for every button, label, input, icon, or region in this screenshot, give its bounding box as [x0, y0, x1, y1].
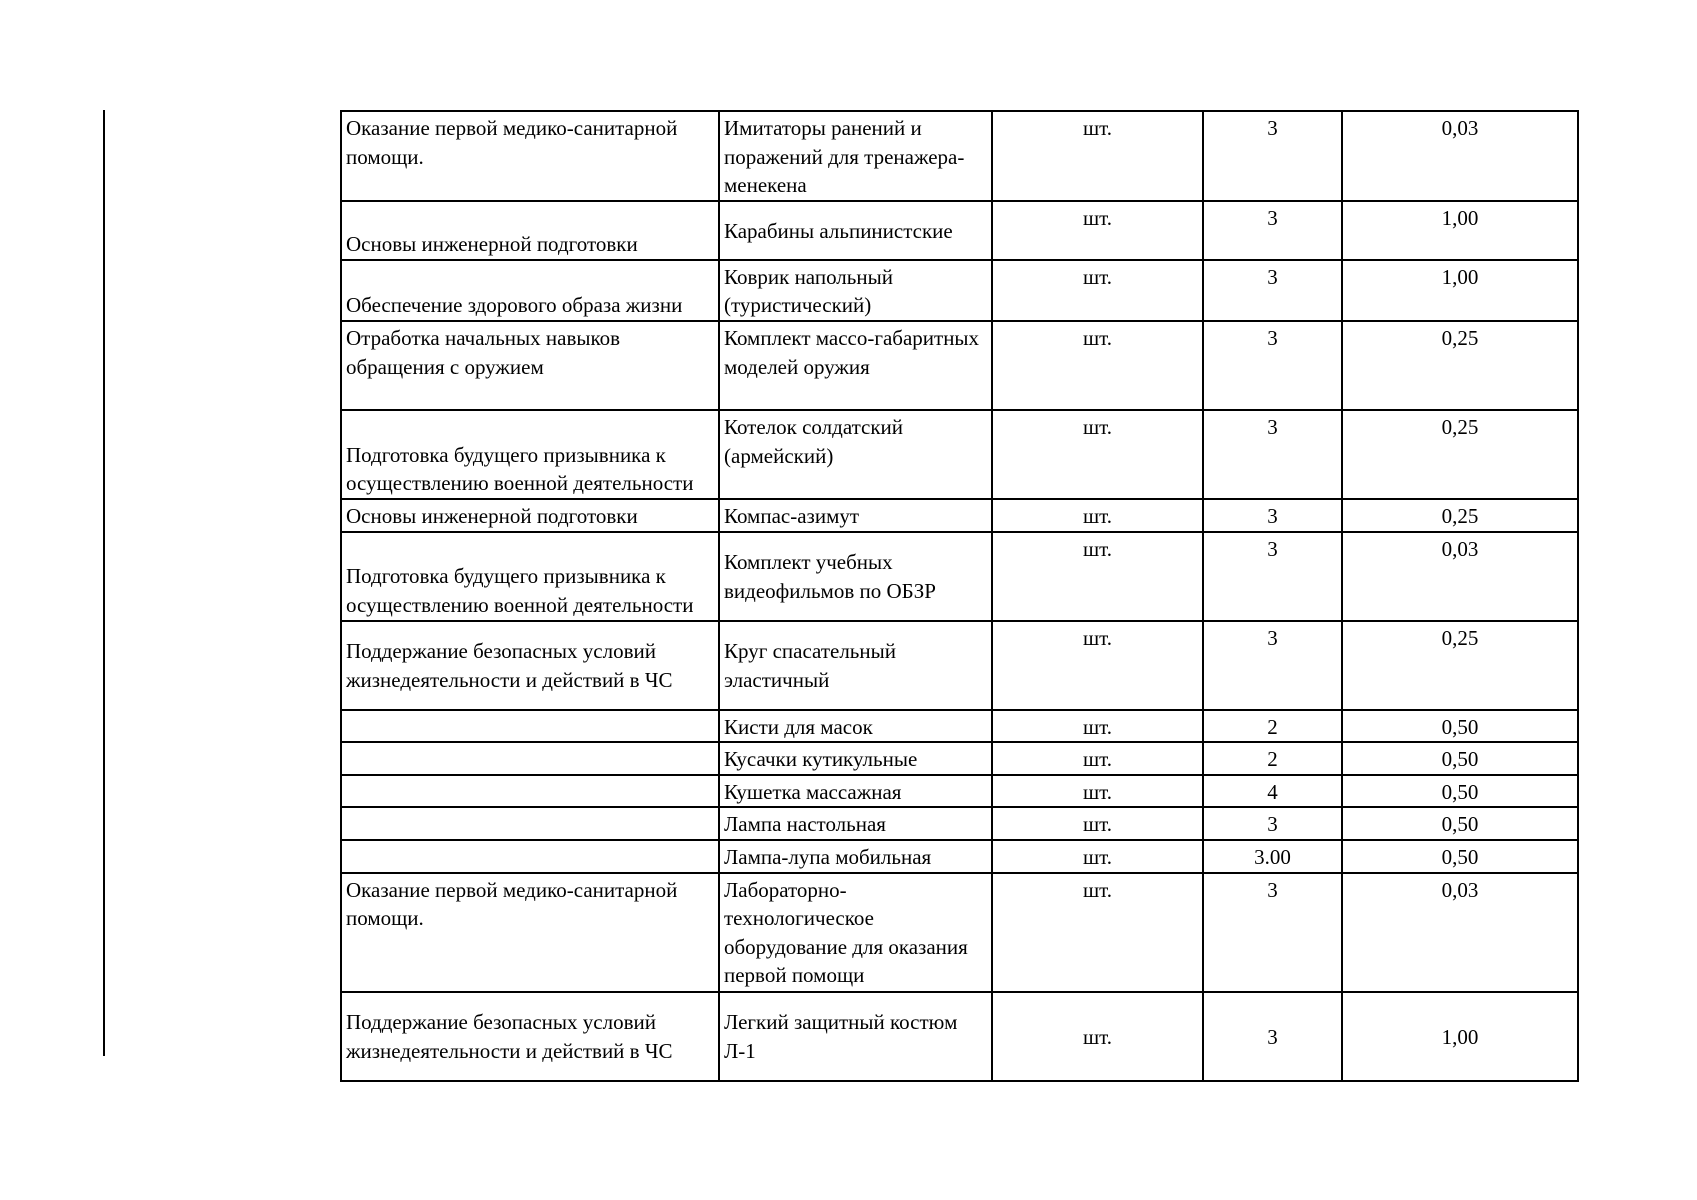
- coef-cell: 0,25: [1342, 410, 1578, 499]
- activity-cell: Основы инженерной подготовки: [341, 201, 719, 260]
- table-row: [341, 840, 1578, 873]
- item-cell: Комплект учебных видеофильмов по ОБЗР: [719, 532, 992, 621]
- qty-cell: 3: [1203, 873, 1342, 992]
- table-row: [341, 710, 1578, 743]
- qty-cell: 3: [1203, 201, 1342, 260]
- qty-cell: 3: [1203, 992, 1342, 1081]
- unit-cell: шт.: [992, 621, 1203, 710]
- table-row: [341, 321, 1578, 410]
- item-cell: Лабораторно-технологическое оборудование для оказания первой помощи: [719, 873, 992, 992]
- qty-cell: 3: [1203, 807, 1342, 840]
- activity-cell: Обеспечение здорового образа жизни: [341, 260, 719, 321]
- unit-cell: шт.: [992, 775, 1203, 808]
- qty-cell: 2: [1203, 710, 1342, 743]
- table-row: [341, 621, 1578, 710]
- unit-cell: шт.: [992, 840, 1203, 873]
- activity-cell: [341, 710, 719, 743]
- coef-cell: 0,50: [1342, 710, 1578, 743]
- table-row: [341, 873, 1578, 992]
- table-row: [341, 499, 1578, 532]
- coef-cell: 1,00: [1342, 201, 1578, 260]
- coef-cell: 0,50: [1342, 807, 1578, 840]
- unit-cell: шт.: [992, 499, 1203, 532]
- item-cell: Карабины альпинистские: [719, 201, 992, 260]
- item-cell: Коврик напольный (туристический): [719, 260, 992, 321]
- activity-cell: [341, 742, 719, 775]
- table-row: [341, 532, 1578, 621]
- activity-cell: [341, 840, 719, 873]
- coef-cell: 0,50: [1342, 742, 1578, 775]
- equipment-table: [340, 110, 1579, 1082]
- item-cell: Кисти для масок: [719, 710, 992, 743]
- qty-cell: 3: [1203, 532, 1342, 621]
- qty-cell: 2: [1203, 742, 1342, 775]
- unit-cell: шт.: [992, 807, 1203, 840]
- coef-cell: 0,50: [1342, 775, 1578, 808]
- activity-cell: Оказание первой медико-санитарной помощи.: [341, 111, 719, 201]
- table-row: [341, 410, 1578, 499]
- activity-cell: [341, 807, 719, 840]
- qty-cell: 4: [1203, 775, 1342, 808]
- item-cell: Легкий защитный костюм Л-1: [719, 992, 992, 1081]
- unit-cell: шт.: [992, 710, 1203, 743]
- qty-cell: 3: [1203, 499, 1342, 532]
- activity-cell: Поддержание безопасных условий жизнедеятельности и действий в ЧС: [341, 621, 719, 710]
- table-row: [341, 201, 1578, 260]
- qty-cell: 3.00: [1203, 840, 1342, 873]
- item-cell: Комплект массо-габаритных моделей оружия: [719, 321, 992, 410]
- unit-cell: шт.: [992, 260, 1203, 321]
- item-cell: Кусачки кутикульные: [719, 742, 992, 775]
- item-cell: Лампа настольная: [719, 807, 992, 840]
- item-cell: Имитаторы ранений и поражений для тренажера-менекена: [719, 111, 992, 201]
- coef-cell: 0,25: [1342, 499, 1578, 532]
- activity-cell: Оказание первой медико-санитарной помощи.: [341, 873, 719, 992]
- coef-cell: 0,03: [1342, 873, 1578, 992]
- coef-cell: 0,03: [1342, 111, 1578, 201]
- table-row: [341, 775, 1578, 808]
- table-row: [341, 992, 1578, 1081]
- qty-cell: 3: [1203, 111, 1342, 201]
- qty-cell: 3: [1203, 410, 1342, 499]
- unit-cell: шт.: [992, 742, 1203, 775]
- unit-cell: шт.: [992, 873, 1203, 992]
- table-row: [341, 742, 1578, 775]
- item-cell: Компас-азимут: [719, 499, 992, 532]
- coef-cell: 1,00: [1342, 992, 1578, 1081]
- unit-cell: шт.: [992, 992, 1203, 1081]
- item-cell: Кушетка массажная: [719, 775, 992, 808]
- activity-cell: Отработка начальных навыков обращения с оружием: [341, 321, 719, 410]
- item-cell: Лампа-лупа мобильная: [719, 840, 992, 873]
- qty-cell: 3: [1203, 260, 1342, 321]
- activity-cell: Подготовка будущего призывника к осуществлению военной деятельности: [341, 410, 719, 499]
- coef-cell: 1,00: [1342, 260, 1578, 321]
- table-row: [341, 260, 1578, 321]
- activity-cell: Поддержание безопасных условий жизнедеятельности и действий в ЧС: [341, 992, 719, 1081]
- unit-cell: шт.: [992, 201, 1203, 260]
- left-margin-line: [103, 110, 105, 1056]
- coef-cell: 0,25: [1342, 621, 1578, 710]
- item-cell: Котелок солдатский (армейский): [719, 410, 992, 499]
- activity-cell: [341, 775, 719, 808]
- table-row: [341, 111, 1578, 201]
- unit-cell: шт.: [992, 532, 1203, 621]
- qty-cell: 3: [1203, 621, 1342, 710]
- unit-cell: шт.: [992, 111, 1203, 201]
- table-row: [341, 807, 1578, 840]
- activity-cell: Основы инженерной подготовки: [341, 499, 719, 532]
- qty-cell: 3: [1203, 321, 1342, 410]
- coef-cell: 0,50: [1342, 840, 1578, 873]
- coef-cell: 0,25: [1342, 321, 1578, 410]
- unit-cell: шт.: [992, 321, 1203, 410]
- unit-cell: шт.: [992, 410, 1203, 499]
- coef-cell: 0,03: [1342, 532, 1578, 621]
- activity-cell: Подготовка будущего призывника к осуществлению военной деятельности: [341, 532, 719, 621]
- item-cell: Круг спасательный эластичный: [719, 621, 992, 710]
